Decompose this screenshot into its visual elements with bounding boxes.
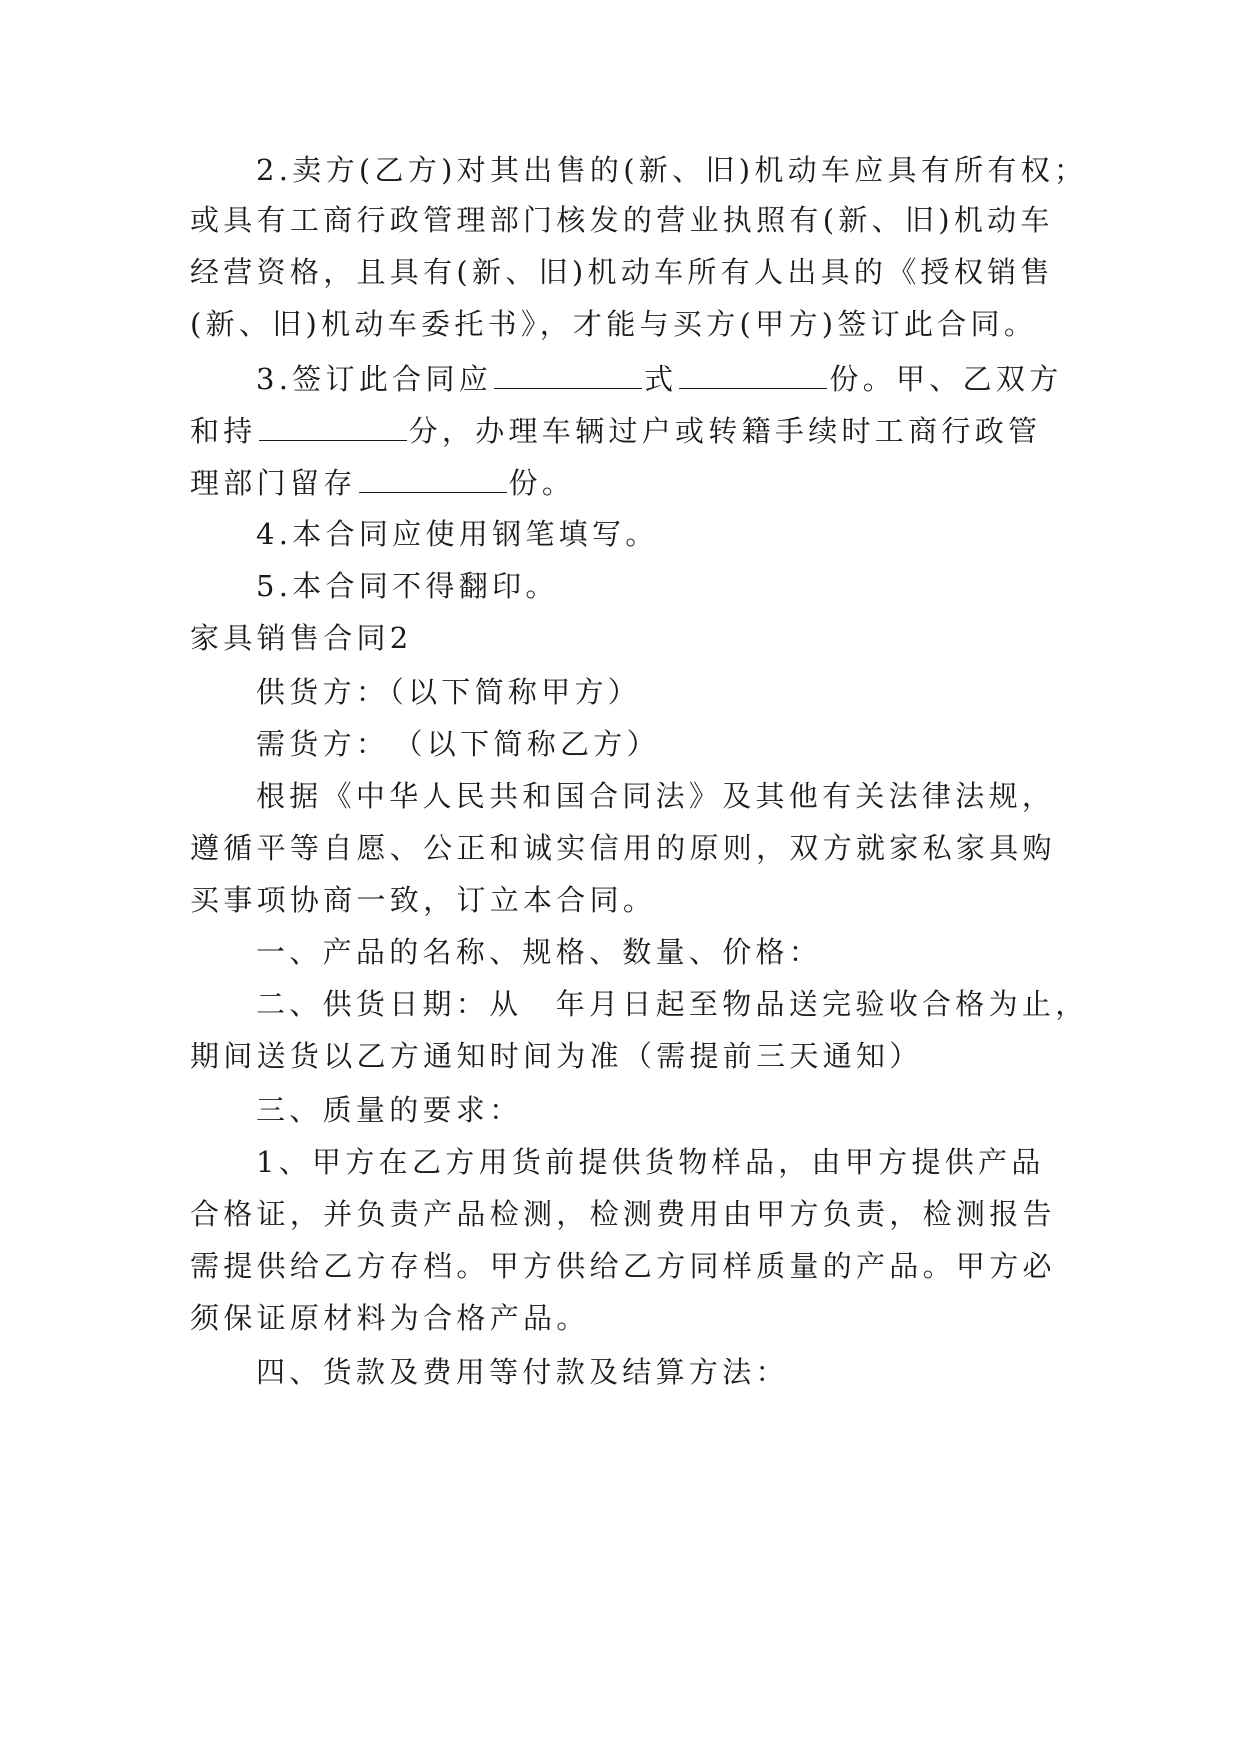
fill-in-blank	[259, 410, 407, 441]
paragraph-line: 5.本合同不得翻印。	[256, 569, 559, 603]
paragraph-line: 2.卖方(乙方)对其出售的(新、旧)机动车应具有所有权；	[256, 153, 1088, 187]
text-fragment: 理部门留存	[190, 466, 357, 500]
text-fragment: 分，办理车辆过户或转籍手续时工商行政管	[408, 414, 1042, 448]
fill-in-blank	[679, 358, 827, 389]
text-fragment: 和持	[190, 414, 257, 448]
fill-in-blank	[359, 462, 507, 493]
paragraph-line: 须保证原材料为合格产品。	[190, 1301, 590, 1335]
paragraph-line: 二、供货日期：从 年月日起至物品送完验收合格为止，	[256, 987, 1089, 1021]
paragraph-line: 需提供给乙方存档。甲方供给乙方同样质量的产品。甲方必	[190, 1249, 1056, 1283]
text-fragment: 份。	[508, 466, 576, 500]
paragraph-line: 经营资格，且具有(新、旧)机动车所有人出具的《授权销售	[190, 255, 1054, 289]
buyer-line: 需货方： （以下简称乙方）	[256, 727, 660, 761]
paragraph-line	[190, 462, 1090, 503]
paragraph-line: (新、旧)机动车委托书》，才能与买方(甲方)签订此合同。	[190, 307, 1038, 341]
fill-in-blank	[494, 358, 642, 389]
text-fragment: 份。甲、乙双方	[829, 362, 1063, 396]
paragraph-line: 4.本合同应使用钢笔填写。	[256, 517, 659, 551]
paragraph-line: 或具有工商行政管理部门核发的营业执照有(新、旧)机动车	[190, 203, 1054, 237]
paragraph-line: 根据《中华人民共和国合同法》及其他有关法律法规，	[256, 779, 1056, 813]
paragraph-line: 1、甲方在乙方用货前提供货物样品，由甲方提供产品	[256, 1145, 1045, 1179]
clause-heading: 三、质量的要求：	[256, 1093, 523, 1127]
text-fragment: 式	[644, 362, 678, 396]
paragraph-line: 买事项协商一致，订立本合同。	[190, 883, 657, 917]
supplier-line: 供货方：（以下简称甲方）	[256, 675, 642, 709]
paragraph-line: 合格证，并负责产品检测，检测费用由甲方负责，检测报告	[190, 1197, 1056, 1231]
clause-heading: 一、产品的名称、规格、数量、价格：	[256, 935, 823, 969]
paragraph-line	[256, 358, 1090, 399]
contract-title: 家具销售合同2	[190, 621, 413, 655]
text-fragment: 3.签订此合同应	[256, 362, 493, 396]
clause-heading: 四、货款及费用等付款及结算方法：	[256, 1355, 789, 1389]
paragraph-line: 期间送货以乙方通知时间为准（需提前三天通知）	[190, 1039, 923, 1073]
paragraph-line	[190, 410, 1090, 451]
paragraph-line: 遵循平等自愿、公正和诚实信用的原则，双方就家私家具购	[190, 831, 1056, 865]
